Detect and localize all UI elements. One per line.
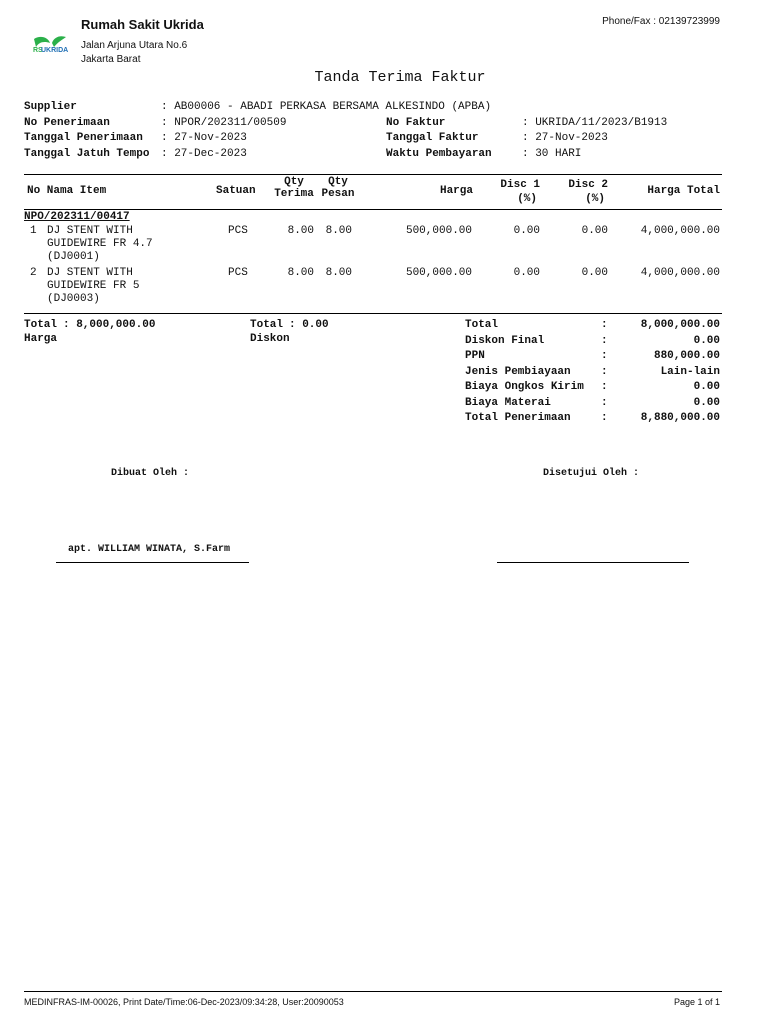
row-disc1: 0.00	[513, 225, 540, 237]
tanggal-penerimaan-value: : 27-Nov-2023	[161, 132, 247, 144]
row-disc2: 0.00	[581, 267, 608, 279]
row-qty-terima: 8.00	[287, 267, 314, 279]
no-penerimaan-value: : NPOR/202311/00509	[161, 117, 287, 129]
row-name-line3: (DJ0003)	[47, 293, 100, 305]
total-diskon-label-line1: Total	[250, 319, 284, 331]
total-harga-label-line2: Harga	[24, 333, 58, 345]
tanggal-jatuh-tempo-value: : 27-Dec-2023	[161, 148, 247, 160]
footer-rule	[24, 991, 722, 992]
col-qty-terima-line2: Terima	[274, 188, 314, 200]
phone-fax: Phone/Fax : 02139723999	[602, 16, 720, 27]
no-penerimaan-label: No Penerimaan	[24, 117, 110, 129]
waktu-pembayaran-value: : 30 HARI	[522, 148, 582, 160]
summary-colon: :	[601, 319, 608, 331]
summary-value: 8,000,000.00	[640, 319, 720, 331]
row-disc2: 0.00	[581, 225, 608, 237]
total-harga-label-line1: Total	[24, 319, 58, 331]
summary-value: Lain-lain	[660, 366, 720, 378]
summary-label: Total Penerimaan	[465, 412, 571, 424]
row-total: 4,000,000.00	[640, 225, 720, 237]
summary-label: Diskon Final	[465, 335, 545, 347]
summary-colon: :	[601, 366, 608, 378]
col-disc2-line2: (%)	[585, 193, 605, 205]
row-no: 1	[30, 225, 37, 237]
row-name-line2: GUIDEWIRE FR 4.7	[47, 238, 153, 250]
col-harga: Harga	[439, 185, 473, 197]
table-bottom-rule	[24, 313, 722, 314]
summary-value: 0.00	[693, 397, 720, 409]
summary-value: 0.00	[693, 335, 720, 347]
address-line1: Jalan Arjuna Utara No.6	[81, 40, 188, 51]
row-harga: 500,000.00	[405, 225, 472, 237]
summary-colon: :	[601, 350, 608, 362]
logo-text-ukrida: UKRIDA	[41, 47, 69, 54]
row-name-line2: GUIDEWIRE FR 5	[47, 280, 140, 292]
summary-label: Jenis Pembiayaan	[465, 366, 571, 378]
summary-value: 0.00	[693, 381, 720, 393]
row-name-line1: DJ STENT WITH	[47, 225, 133, 237]
row-qty-pesan: 8.00	[325, 225, 352, 237]
signature-line-left	[56, 562, 249, 563]
no-faktur-label: No Faktur	[386, 117, 446, 129]
col-qty-terima-line1: Qty	[284, 176, 304, 188]
hospital-name: Rumah Sakit Ukrida	[81, 17, 204, 32]
total-harga-value: : 8,000,000.00	[63, 319, 156, 331]
summary-value: 880,000.00	[653, 350, 720, 362]
hospital-logo-icon	[30, 33, 72, 59]
logo-text-rs: RS	[33, 47, 43, 54]
summary-value: 8,880,000.00	[640, 412, 720, 424]
address-line2: Jakarta Barat	[81, 54, 141, 65]
row-no: 2	[30, 267, 37, 279]
total-diskon-label-line2: Diskon	[250, 333, 290, 345]
table-header-rule	[24, 209, 722, 210]
row-disc1: 0.00	[513, 267, 540, 279]
row-satuan: PCS	[228, 225, 248, 237]
tanggal-penerimaan-label: Tanggal Penerimaan	[24, 132, 143, 144]
col-disc2-line1: Disc 2	[568, 179, 608, 191]
hospital-logo	[30, 33, 72, 59]
summary-colon: :	[601, 381, 608, 393]
tanggal-faktur-label: Tanggal Faktur	[386, 132, 479, 144]
tanggal-jatuh-tempo-label: Tanggal Jatuh Tempo	[24, 148, 150, 160]
row-name-line3: (DJ0001)	[47, 251, 100, 263]
disetujui-oleh-label: Disetujui Oleh :	[543, 468, 640, 479]
summary-label: PPN	[465, 350, 485, 362]
summary-label: Biaya Materai	[465, 397, 551, 409]
waktu-pembayaran-label: Waktu Pembayaran	[386, 148, 492, 160]
table-top-rule	[24, 174, 722, 175]
row-harga: 500,000.00	[405, 267, 472, 279]
row-qty-pesan: 8.00	[325, 267, 352, 279]
col-harga-total: Harga Total	[647, 185, 720, 197]
signature-line-right	[497, 562, 689, 563]
total-diskon-value: : 0.00	[289, 319, 329, 331]
no-faktur-value: : UKRIDA/11/2023/B1913	[522, 117, 668, 129]
signer-name: apt. WILLIAM WINATA, S.Farm	[68, 544, 231, 555]
row-qty-terima: 8.00	[287, 225, 314, 237]
col-disc1-line2: (%)	[517, 193, 537, 205]
supplier-label: Supplier	[24, 101, 77, 113]
summary-colon: :	[601, 412, 608, 424]
summary-label: Total	[465, 319, 499, 331]
page-number: Page 1 of 1	[673, 997, 720, 1007]
summary-colon: :	[601, 335, 608, 347]
tanggal-faktur-value: : 27-Nov-2023	[522, 132, 608, 144]
document-title: Tanda Terima Faktur	[314, 69, 486, 86]
col-satuan: Satuan	[216, 185, 256, 197]
col-qty-pesan-line1: Qty	[328, 176, 348, 188]
supplier-value: : AB00006 - ABADI PERKASA BERSAMA ALKESINDO (APBA)	[161, 101, 492, 113]
row-total: 4,000,000.00	[640, 267, 720, 279]
summary-label: Biaya Ongkos Kirim	[465, 381, 584, 393]
row-satuan: PCS	[228, 267, 248, 279]
col-disc1-line1: Disc 1	[500, 179, 540, 191]
row-name-line1: DJ STENT WITH	[47, 267, 133, 279]
print-info: MEDINFRAS-IM-00026, Print Date/Time:06-Dec-2023/09:34:28, User:20090053	[24, 997, 344, 1007]
col-no-nama: No Nama Item	[27, 185, 107, 197]
col-qty-pesan-line2: Pesan	[321, 188, 355, 200]
summary-colon: :	[601, 397, 608, 409]
dibuat-oleh-label: Dibuat Oleh :	[111, 468, 190, 479]
group-code: NPO/202311/00417	[24, 211, 130, 223]
